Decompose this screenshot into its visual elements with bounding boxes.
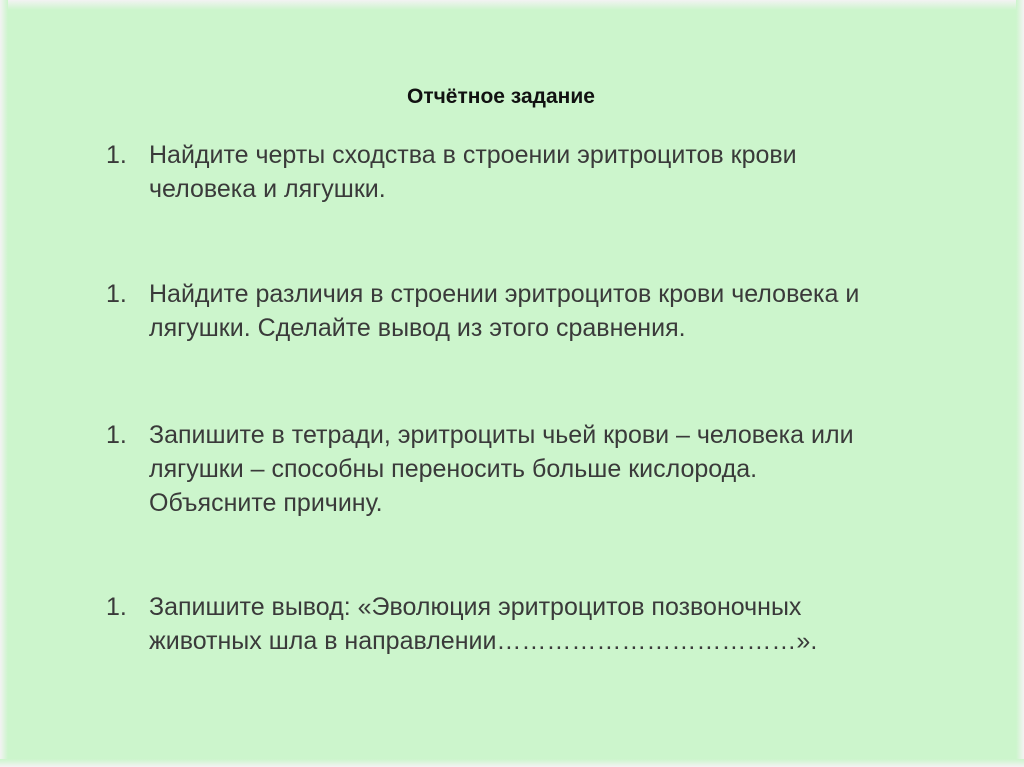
slide-shadow-left — [0, 0, 8, 767]
task-number: 1. — [106, 141, 127, 169]
slide-title: Отчётное задание — [407, 85, 595, 108]
task-text-line: Запишите в тетради, эритроциты чьей крови – человека или — [149, 421, 854, 449]
task-number: 1. — [106, 280, 127, 308]
task-text-line: лягушки. Сделайте вывод из этого сравнения. — [149, 314, 686, 342]
task-text — [149, 138, 979, 206]
task-text-line: Найдите различия в строении эритроцитов крови человека и — [149, 280, 860, 308]
slide-shadow-top — [0, 0, 1024, 10]
task-text — [149, 590, 979, 658]
task-text-line: Объясните причину. — [149, 489, 383, 517]
task-text-line: Запишите вывод: «Эволюция эритроцитов позвоночных — [149, 593, 802, 621]
slide-shadow-bottom — [0, 759, 1024, 767]
task-text-line: человека и лягушки. — [149, 175, 386, 203]
task-text-line: лягушки – способны переносить больше кислорода. — [149, 455, 758, 483]
slide-shadow-right — [1016, 0, 1024, 767]
task-text — [149, 277, 979, 345]
task-number: 1. — [106, 593, 127, 621]
task-text — [149, 418, 979, 520]
task-text-line: животных шла в направлении………………………………». — [149, 627, 818, 655]
task-text-line: Найдите черты сходства в строении эритроцитов крови — [149, 141, 797, 169]
task-number: 1. — [106, 421, 127, 449]
